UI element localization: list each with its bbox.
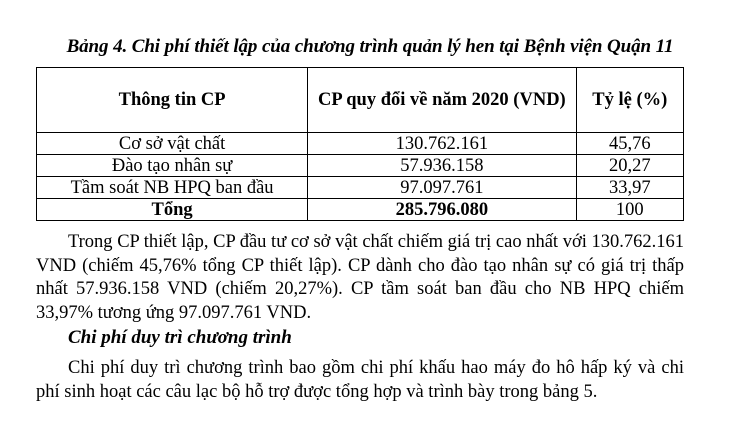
table-total-row — [37, 199, 684, 221]
total-cost: 285.796.080 — [308, 199, 576, 221]
body-paragraph-setup-costs: Trong CP thiết lập, CP đầu tư cơ sở vật chất chiếm giá trị cao nhất với 130.762.161 VND (chiếm 45,76% tổng CP thiết lập). CP dành cho đào tạo nhân sự có giá trị thấp nhất 57.936.158 VND (chiếm 20,27%). CP tầm soát ban đầu cho NB HPQ chiếm 33,97% tương ứng 97.097.761 VND. — [36, 232, 684, 323]
row-cost: 57.936.158 — [308, 155, 576, 177]
row-info: Cơ sở vật chất — [37, 133, 308, 155]
table-row — [37, 177, 684, 199]
table-header-row — [37, 68, 684, 133]
header-ratio: Tỷ lệ (%) — [576, 68, 683, 133]
header-cost-2020: CP quy đổi về năm 2020 (VND) — [308, 68, 576, 133]
row-ratio: 20,27 — [576, 155, 683, 177]
body-paragraph-maintenance-costs: Chi phí duy trì chương trình bao gồm chi phí khấu hao máy đo hô hấp ký và chi phí sinh hoạt các câu lạc bộ hỗ trợ được tổng hợp và trình bày trong bảng 5. — [36, 358, 684, 402]
total-ratio: 100 — [576, 199, 683, 221]
header-cost-info: Thông tin CP — [37, 68, 308, 133]
row-ratio: 45,76 — [576, 133, 683, 155]
total-label: Tổng — [37, 199, 308, 221]
table-row — [37, 133, 684, 155]
table-caption: Bảng 4. Chi phí thiết lập của chương trình quản lý hen tại Bệnh viện Quận 11 — [66, 36, 674, 57]
row-ratio: 33,97 — [576, 177, 683, 199]
row-info: Tầm soát NB HPQ ban đầu — [37, 177, 308, 199]
section-subheading: Chi phí duy trì chương trình — [68, 327, 292, 348]
row-cost: 97.097.761 — [308, 177, 576, 199]
table-row — [37, 155, 684, 177]
row-info: Đào tạo nhân sự — [37, 155, 308, 177]
row-cost: 130.762.161 — [308, 133, 576, 155]
setup-cost-table — [36, 67, 684, 221]
